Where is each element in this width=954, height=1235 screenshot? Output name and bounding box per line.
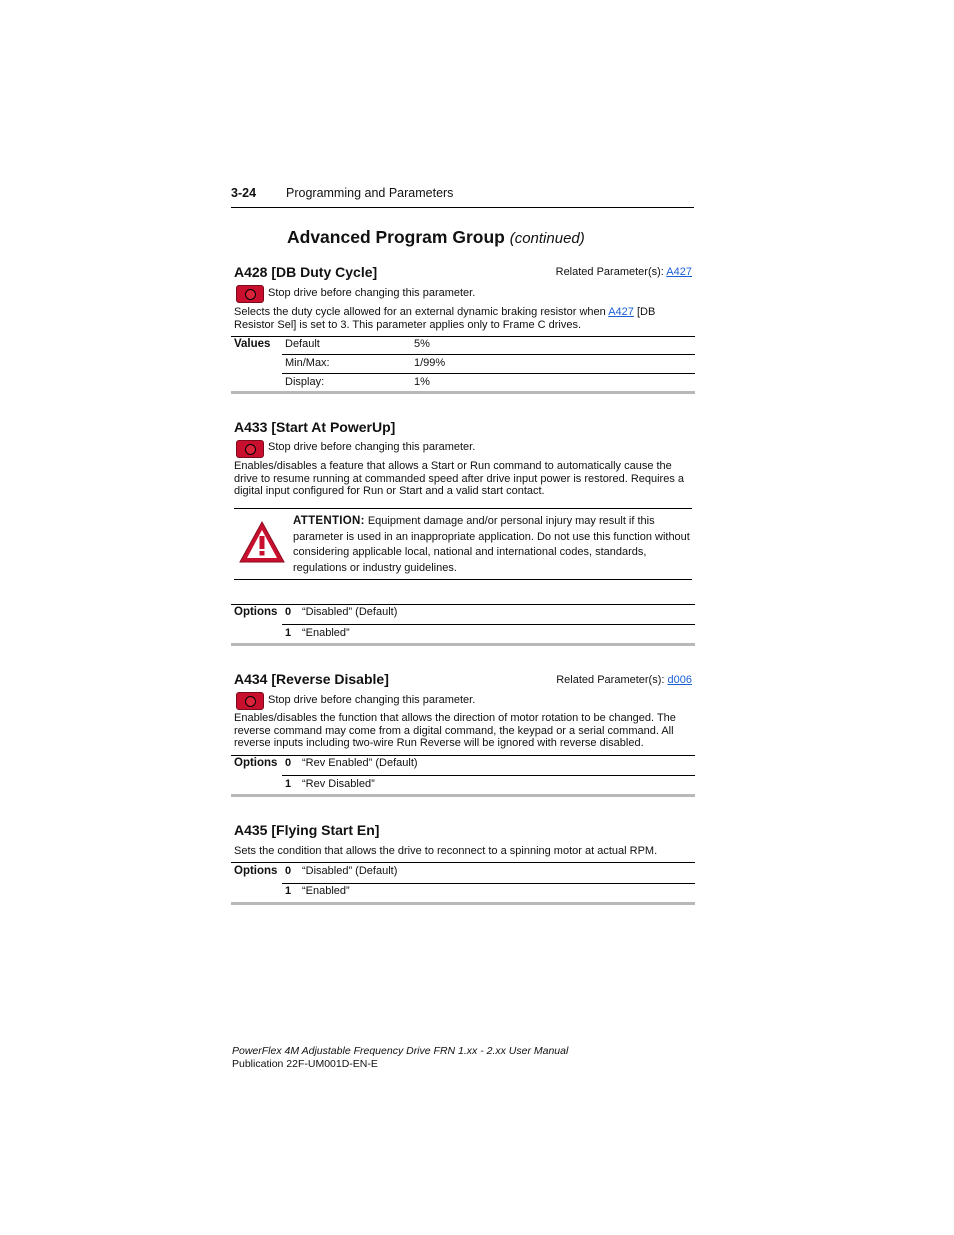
table-rule bbox=[282, 883, 695, 884]
option-code: 0 bbox=[285, 757, 292, 769]
option-text: “Enabled” bbox=[302, 627, 350, 639]
options-label: Options bbox=[234, 757, 278, 769]
option-code: 1 bbox=[285, 885, 292, 897]
value-name: Default bbox=[285, 338, 320, 350]
values-label: Values bbox=[234, 338, 271, 350]
option-text: “Enabled” bbox=[302, 885, 350, 897]
option-text: “Rev Disabled” bbox=[302, 778, 375, 790]
section-end-rule bbox=[231, 391, 695, 394]
table-rule bbox=[282, 373, 695, 374]
attention-label: ATTENTION: bbox=[293, 515, 365, 527]
table-rule bbox=[231, 755, 695, 756]
desc-link-a427[interactable]: A427 bbox=[608, 306, 634, 318]
table-rule bbox=[231, 862, 695, 863]
option-text: “Disabled” (Default) bbox=[302, 865, 398, 877]
attention-top-rule bbox=[234, 508, 692, 509]
value-name: Display: bbox=[285, 376, 325, 388]
param-description-a428 bbox=[234, 306, 694, 331]
option-code: 1 bbox=[285, 627, 292, 639]
attention-message bbox=[293, 514, 693, 576]
warning-triangle-icon bbox=[238, 520, 286, 564]
section-end-rule bbox=[231, 643, 695, 646]
option-code: 0 bbox=[285, 865, 292, 877]
header-divider bbox=[231, 207, 694, 208]
value-value: 1% bbox=[414, 376, 430, 388]
option-code: 1 bbox=[285, 778, 292, 790]
option-code: 0 bbox=[285, 606, 292, 618]
related-link-a427[interactable]: A427 bbox=[666, 266, 692, 278]
section-title: Programming and Parameters bbox=[286, 186, 454, 200]
group-continued: (continued) bbox=[509, 230, 585, 247]
related-label: Related Parameter(s): bbox=[556, 674, 665, 686]
param-title-a433: A433 [Start At PowerUp] bbox=[234, 419, 396, 435]
group-title bbox=[287, 227, 585, 248]
related-params-a428 bbox=[556, 266, 692, 278]
options-label: Options bbox=[234, 606, 278, 618]
table-rule bbox=[282, 354, 695, 355]
table-rule bbox=[231, 336, 695, 337]
footer-publication: Publication 22F-UM001D-EN-E bbox=[232, 1058, 378, 1070]
attention-text: Equipment damage and/or personal injury may result if this parameter is used in an inappropriate application. Do not use this function without considering applicable local, national and international codes, standards, regulations or industry guidelines. bbox=[293, 515, 690, 574]
param-title-a428: A428 [DB Duty Cycle] bbox=[234, 264, 378, 280]
desc-text: [DB Resistor Sel] is set to 3. This parameter applies only to Frame C drives. bbox=[234, 306, 656, 331]
stop-text: Stop drive before changing this parameter. bbox=[268, 441, 476, 453]
stop-icon bbox=[236, 692, 264, 710]
param-title-a434: A434 [Reverse Disable] bbox=[234, 671, 389, 687]
table-rule bbox=[282, 775, 695, 776]
value-value: 5% bbox=[414, 338, 430, 350]
param-description-a433: Enables/disables a feature that allows a Start or Run command to automatically cause the drive to resume running at commanded speed after drive input power is restored. Requires a digital input configured for Run or Start and a valid start contact. bbox=[234, 460, 685, 497]
option-text: “Rev Enabled” (Default) bbox=[302, 757, 418, 769]
related-link-d006[interactable]: d006 bbox=[667, 674, 692, 686]
value-name: Min/Max: bbox=[285, 357, 330, 369]
stop-text: Stop drive before changing this parameter. bbox=[268, 694, 476, 706]
section-end-rule bbox=[231, 902, 695, 905]
option-text: “Disabled” (Default) bbox=[302, 606, 398, 618]
section-end-rule bbox=[231, 794, 695, 797]
stop-text: Stop drive before changing this parameter. bbox=[268, 287, 476, 299]
param-description-a435: Sets the condition that allows the drive to reconnect to a spinning motor at actual RPM. bbox=[234, 845, 658, 857]
param-title-a435: A435 [Flying Start En] bbox=[234, 822, 380, 838]
group-title-text: Advanced Program Group bbox=[287, 227, 505, 247]
options-label: Options bbox=[234, 865, 278, 877]
footer-manual-title: PowerFlex 4M Adjustable Frequency Drive FRN 1.xx - 2.xx User Manual bbox=[232, 1045, 569, 1057]
table-rule bbox=[282, 624, 695, 625]
page-number: 3-24 bbox=[231, 186, 257, 200]
stop-icon bbox=[236, 440, 264, 458]
related-params-a434 bbox=[556, 674, 692, 686]
value-value: 1/99% bbox=[414, 357, 446, 369]
attention-bottom-rule bbox=[234, 579, 692, 580]
table-rule bbox=[231, 604, 695, 605]
param-description-a434: Enables/disables the function that allows the direction of motor rotation to be changed. The reverse command may come from a digital command, the keypad or a serial command. All reverse inputs including two-wire Run Reverse will be ignored with reverse disabled. bbox=[234, 712, 676, 749]
desc-text: Selects the duty cycle allowed for an external dynamic braking resistor when bbox=[234, 306, 606, 318]
related-label: Related Parameter(s): bbox=[555, 266, 664, 278]
stop-icon bbox=[236, 285, 264, 303]
